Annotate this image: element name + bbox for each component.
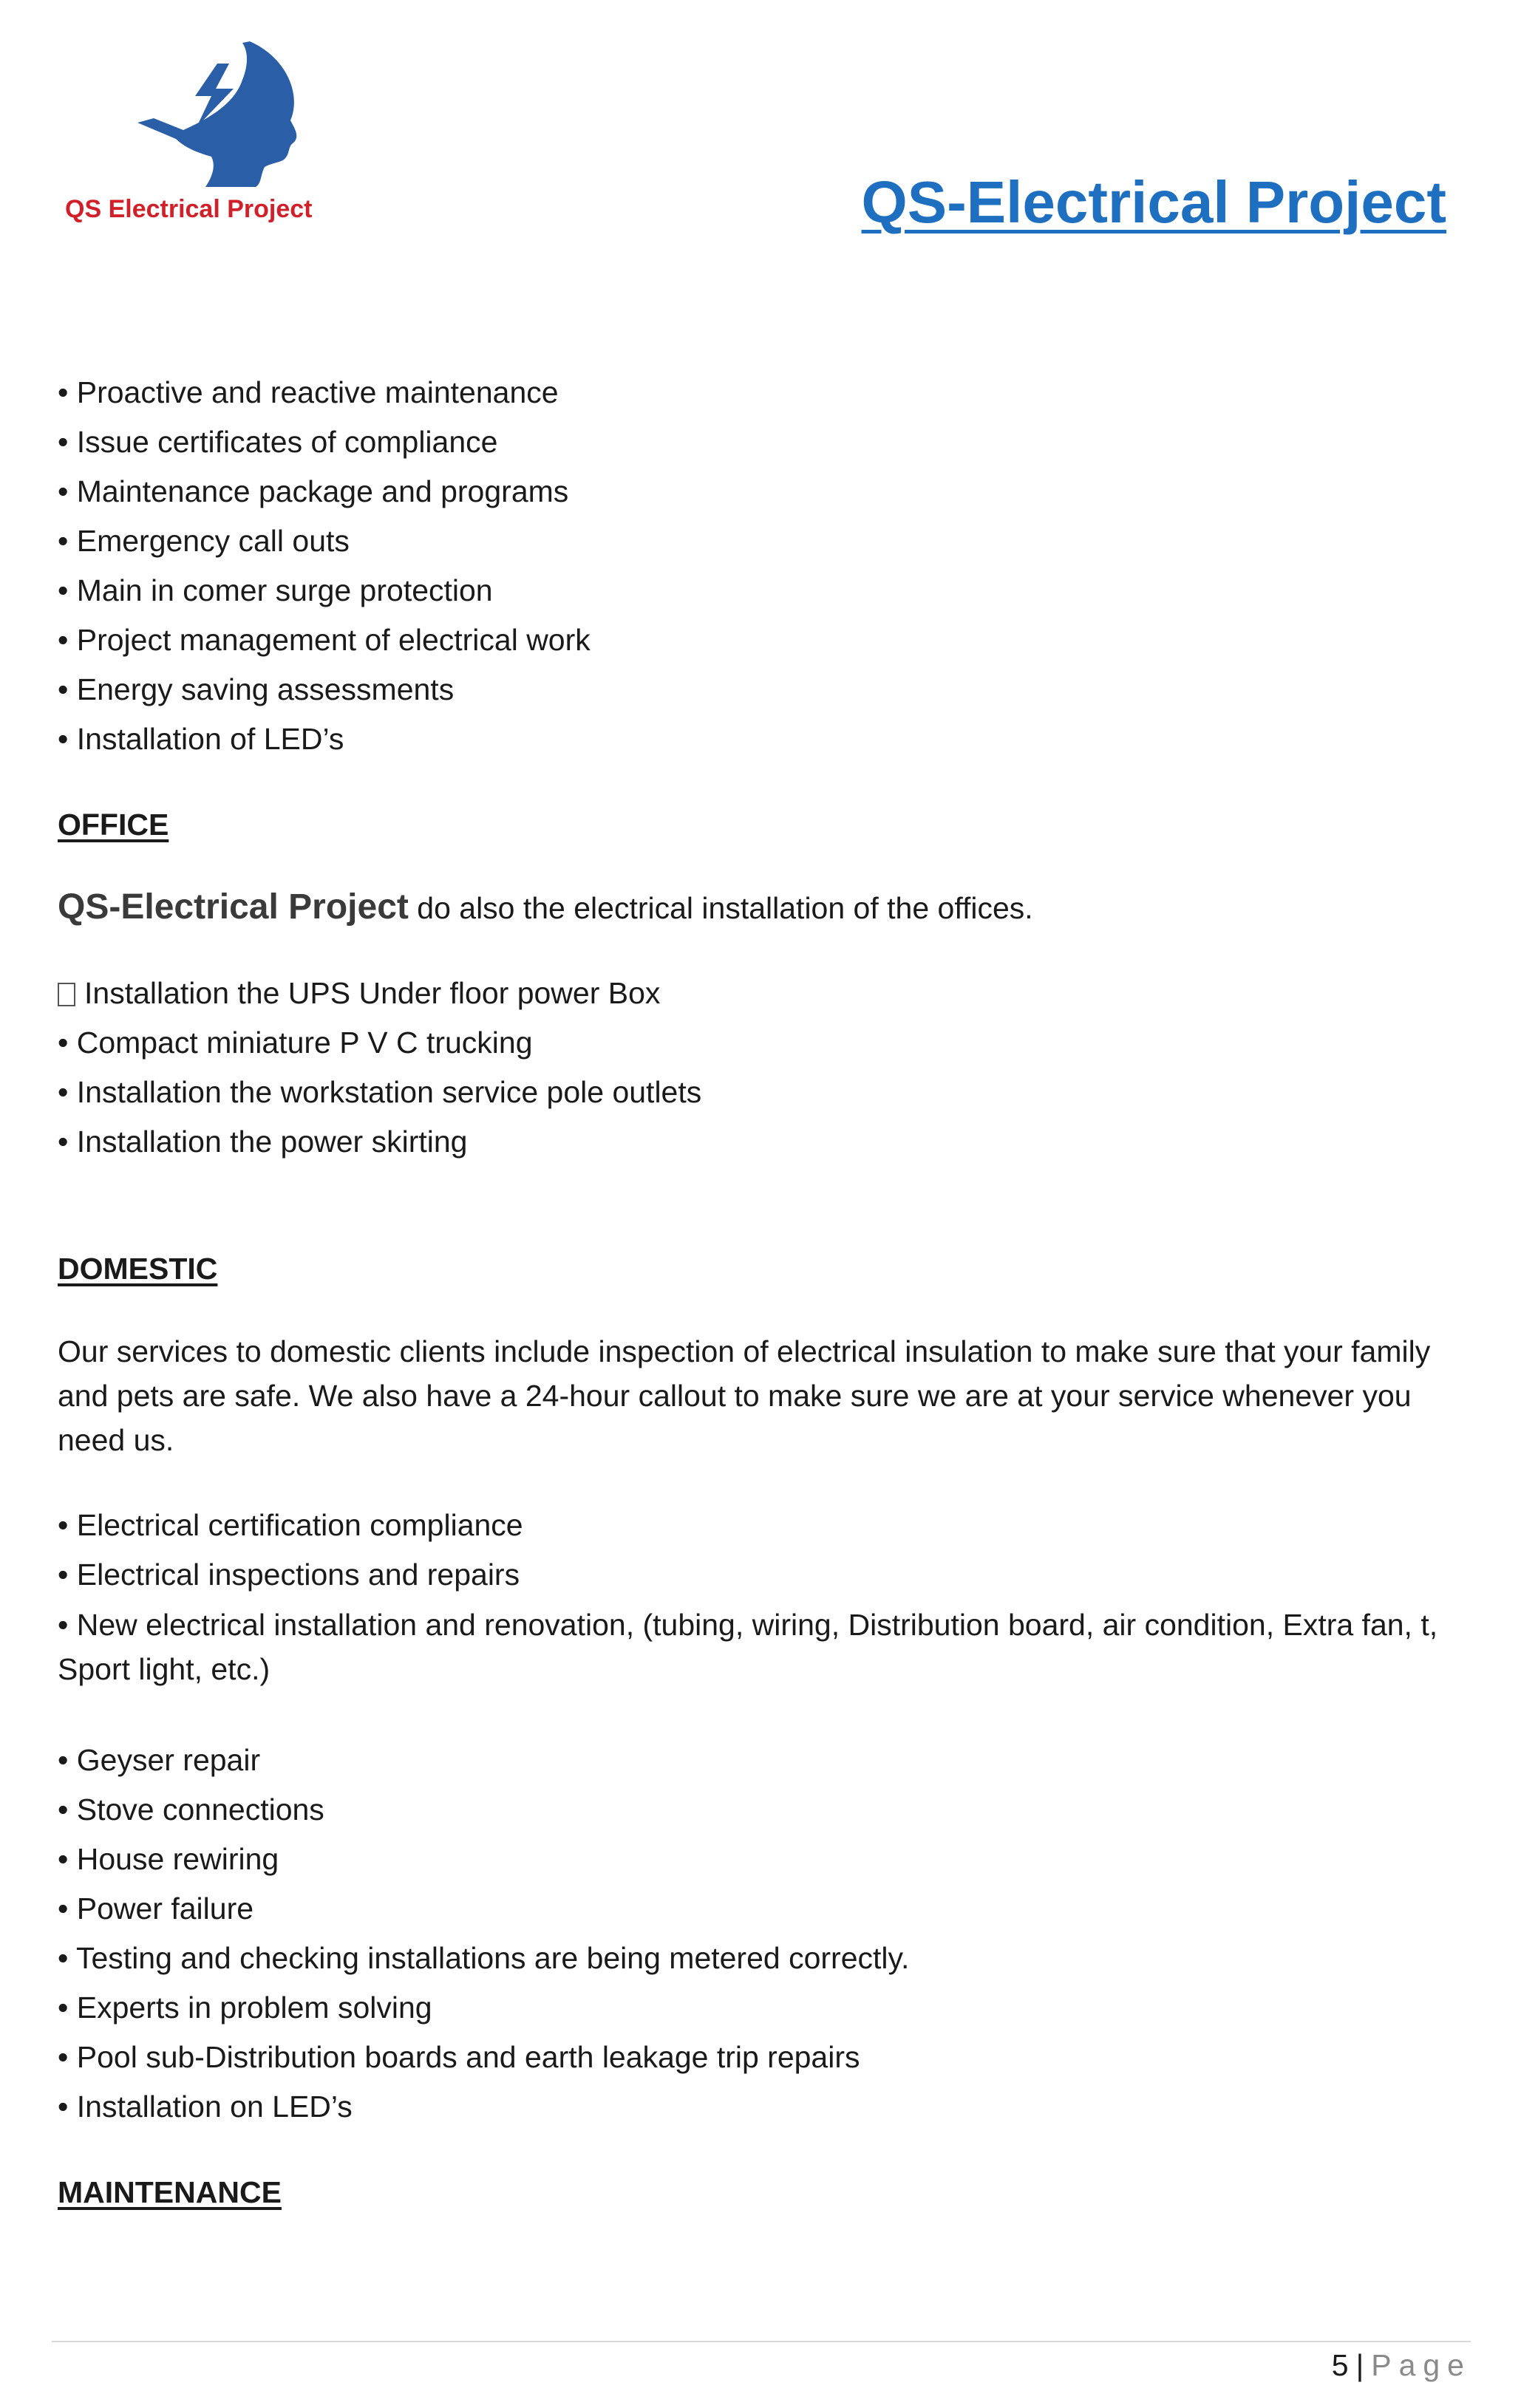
footer-separator: | xyxy=(1355,2348,1364,2382)
page-label: Page xyxy=(1371,2348,1471,2382)
list-item: • Emergency call outs xyxy=(58,524,350,558)
page-footer xyxy=(1332,2348,1471,2383)
list-item: • Proactive and reactive maintenance xyxy=(58,375,559,409)
list-item: Installation the UPS Under floor power Box xyxy=(58,969,1477,1018)
office-intro-text: do also the electrical installation of the offices. xyxy=(408,891,1033,925)
list-item: • Pool sub-Distribution boards and earth leakage trip repairs xyxy=(58,2040,860,2074)
office-intro xyxy=(58,885,1477,930)
domestic-list-2 xyxy=(58,1736,1477,2132)
list-item: • Installation the power skirting xyxy=(58,1125,468,1159)
office-intro-brand: QS-Electrical Project xyxy=(58,887,409,927)
office-heading: OFFICE xyxy=(58,808,169,842)
domestic-heading: DOMESTIC xyxy=(58,1252,218,1286)
missing-glyph-icon xyxy=(58,983,75,1006)
domestic-paragraph: Our services to domestic clients include inspection of electrical insulation to make sure that your family and pets are safe. We also have a 24-hour callout to make sure we are at your service whenever you need us. xyxy=(58,1334,1431,1457)
page-number: 5 xyxy=(1331,2348,1349,2382)
footer-divider xyxy=(52,2341,1471,2342)
list-item: • Power failure xyxy=(58,1892,254,1926)
list-item: • Compact miniature P V C trucking xyxy=(58,1026,533,1060)
list-item: • New electrical installation and renovation, (tubing, wiring, Distribution board, air condition, Extra fan, t, Sport light, etc.) xyxy=(58,1608,1438,1686)
list-item: • Energy saving assessments xyxy=(58,672,455,706)
list-item: • Stove connections xyxy=(58,1793,324,1827)
services-list xyxy=(58,368,1477,764)
list-item: • Project management of electrical work xyxy=(58,623,591,657)
list-item: • Main in comer surge protection xyxy=(58,573,493,607)
list-item: • Testing and checking installations are being metered correctly. xyxy=(58,1941,910,1975)
list-item: • Geyser repair xyxy=(58,1743,261,1777)
list-item: • House rewiring xyxy=(58,1842,279,1876)
list-item: • Issue certificates of compliance xyxy=(58,425,498,459)
list-item: • Installation on LED’s xyxy=(58,2090,353,2124)
list-item: • Installation of LED’s xyxy=(58,722,344,756)
maintenance-heading: MAINTENANCE xyxy=(58,2175,282,2209)
document-body xyxy=(58,368,1477,2214)
list-item: • Electrical certification compliance xyxy=(58,1508,523,1542)
list-item: • Electrical inspections and repairs xyxy=(58,1558,520,1592)
head-lightning-logo-icon xyxy=(124,35,316,191)
office-list xyxy=(58,969,1477,1167)
list-item: • Experts in problem solving xyxy=(58,1991,432,2025)
page-title[interactable]: QS-Electrical Project xyxy=(861,169,1446,235)
company-logo xyxy=(58,35,353,242)
logo-text: QS Electrical Project xyxy=(65,195,313,223)
list-item: • Maintenance package and programs xyxy=(58,474,569,508)
domestic-list xyxy=(58,1501,1477,1691)
list-item: • Installation the workstation service pole outlets xyxy=(58,1075,702,1109)
